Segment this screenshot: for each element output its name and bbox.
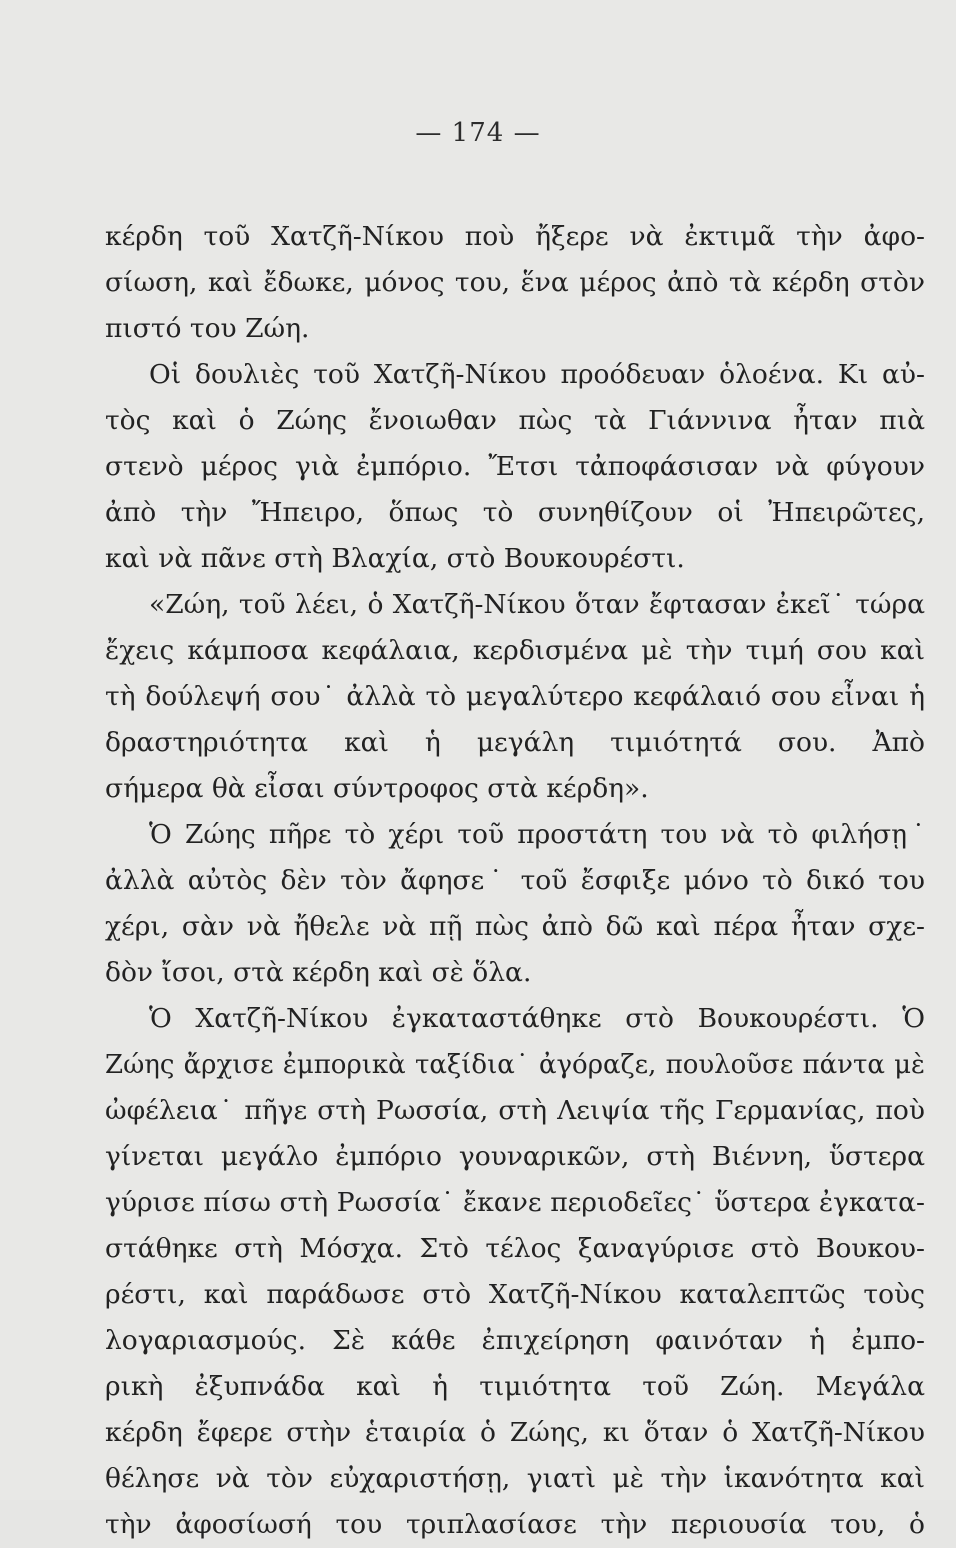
text-line: τὴν ἀφοσίωσή του τριπλασίασε τὴν περιουσία του, ὁ <box>105 1509 925 1540</box>
text-line: στάθηκε στὴ Μόσχα. Στὸ τέλος ξαναγύρισε στὸ Βουκου- <box>105 1233 925 1264</box>
text-line: κέρδη τοῦ Χατζῆ-Νίκου ποὺ ἤξερε νὰ ἐκτιμᾶ τὴν ἀφο- <box>105 221 925 252</box>
text-line: ρέστι, καὶ παράδωσε στὸ Χατζῆ-Νίκου καταλεπτῶς τοὺς <box>105 1279 925 1310</box>
text-line: λογαριασμούς. Σὲ κάθε ἐπιχείρηση φαινόταν ἡ ἐμπο- <box>105 1325 925 1356</box>
text-line: «Ζώη, τοῦ λέει, ὁ Χατζῆ-Νίκου ὅταν ἔφτασαν ἐκεῖ˙ τώρα <box>149 589 925 620</box>
text-line: ὠφέλεια˙ πῆγε στὴ Ρωσσία, στὴ Λειψία τῆς Γερμανίας, ποὺ <box>105 1095 925 1126</box>
text-line: Ὁ Ζώης πῆρε τὸ χέρι τοῦ προστάτη του νὰ τὸ φιλήσῃ˙ <box>149 819 925 850</box>
text-line: ἔχεις κάμποσα κεφάλαια, κερδισμένα μὲ τὴν τιμή σου καὶ <box>105 635 925 666</box>
text-line: πιστό του Ζώη. <box>105 313 310 344</box>
text-line: Ὁ Χατζῆ-Νίκου ἐγκαταστάθηκε στὸ Βουκουρέστι. Ὁ <box>149 1003 925 1034</box>
text-line: τὴ δούλεψή σου˙ ἀλλὰ τὸ μεγαλύτερο κεφάλαιό σου εἶναι ἡ <box>105 681 925 712</box>
text-line: γίνεται μεγάλο ἐμπόριο γουναρικῶν, στὴ Βιέννη, ὕστερα <box>105 1141 925 1172</box>
text-line: χέρι, σὰν νὰ ἤθελε νὰ πῇ πὼς ἀπὸ δῶ καὶ πέρα ἦταν σχε- <box>105 911 925 942</box>
text-line: γύρισε πίσω στὴ Ρωσσία˙ ἔκανε περιοδεῖες˙ ὕστερα ἐγκατα- <box>105 1187 925 1218</box>
text-line: ἀλλὰ αὐτὸς δὲν τὸν ἄφησε˙ τοῦ ἔσφιξε μόνο τὸ δικό του <box>105 865 925 896</box>
text-line: κέρδη ἔφερε στὴν ἑταιρία ὁ Ζώης, κι ὅταν ὁ Χατζῆ-Νίκου <box>105 1417 925 1448</box>
text-line: στενὸ μέρος γιὰ ἐμπόριο. Ἔτσι τἀποφάσισαν νὰ φύγουν <box>105 451 925 482</box>
text-line: σίωση, καὶ ἔδωκε, μόνος του, ἕνα μέρος ἀπὸ τὰ κέρδη στὸν <box>105 267 925 298</box>
text-line: θέλησε νὰ τὸν εὐχαριστήσῃ, γιατὶ μὲ τὴν ἱκανότητα καὶ <box>105 1463 925 1494</box>
text-line: τὸς καὶ ὁ Ζώης ἔνοιωθαν πὼς τὰ Γιάννινα ἦταν πιὰ <box>105 405 925 436</box>
text-line: Οἱ δουλιὲς τοῦ Χατζῆ-Νίκου προόδευαν ὁλοένα. Κι αὐ- <box>149 359 925 390</box>
text-line: Ζώης ἄρχισε ἐμπορικὰ ταξίδια˙ ἀγόραζε, πουλοῦσε πάντα μὲ <box>105 1050 925 1080</box>
text-line: δραστηριότητα καὶ ἡ μεγάλη τιμιότητά σου. Ἀπὸ <box>105 727 925 758</box>
text-line: καὶ νὰ πᾶνε στὴ Βλαχία, στὸ Βουκουρέστι. <box>105 543 685 574</box>
text-line: ρικὴ ἐξυπνάδα καὶ ἡ τιμιότητα τοῦ Ζώη. Μεγάλα <box>105 1371 925 1402</box>
text-line: ἀπὸ τὴν Ἤπειρο, ὅπως τὸ συνηθίζουν οἱ Ἠπειρῶτες, <box>105 497 925 528</box>
text-line: σήμερα θὰ εἶσαι σύντροφος στὰ κέρδη». <box>105 773 649 804</box>
text-line: δὸν ἴσοι, στὰ κέρδη καὶ σὲ ὅλα. <box>105 957 532 988</box>
page-number: — 174 — <box>415 118 541 148</box>
body-text <box>105 214 925 1548</box>
